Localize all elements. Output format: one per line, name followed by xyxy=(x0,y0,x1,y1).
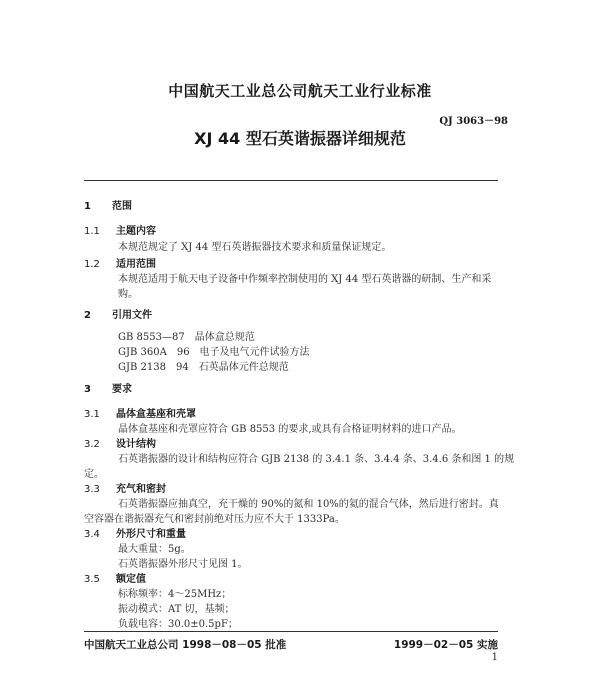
section-3-4-heading: 3.4 外形尺寸和重量 xyxy=(84,529,186,540)
section-1-1-heading: 1.1 主题内容 xyxy=(84,226,156,237)
section-1-heading: 1 范围 xyxy=(84,201,132,212)
section-3-3-text: 石英谐振器应抽真空，充干燥的 90%的氮和 10%的氦的混合气体，然后进行密封。真 xyxy=(118,499,499,510)
section-1-2-text: 本规范适用于航天电子设备中作频率控制使用的 XJ 44 型石英谐器的研制、生产和采 xyxy=(118,274,492,285)
reference-item: GB 8553—87 晶体盒总规范 xyxy=(118,332,255,343)
standard-code: QJ 3063－98 xyxy=(439,116,508,127)
section-3-2-heading: 3.2 设计结构 xyxy=(84,439,156,450)
standard-organization: 中国航天工业总公司航天工业行业标准 xyxy=(168,82,432,100)
section-1-1-text: 本规范规定了 XJ 44 型石英谐振器技术要求和质量保证规定。 xyxy=(118,242,392,253)
section-3-2-text: 石英谐振器的设计和结构应符合 GJB 2138 的 3.4.1 条、3.4.4 条、3.4.6 条和图 1 的规 xyxy=(118,454,515,465)
page-number: 1 xyxy=(491,652,498,663)
rating-load-capacitance: 负载电容：30.0±0.5pF； xyxy=(118,619,238,630)
section-3-4-text-cont: 石英谐振器外形尺寸见图 1。 xyxy=(118,559,248,570)
header-divider xyxy=(84,180,498,181)
section-3-4-text: 最大重量：5g。 xyxy=(118,544,191,555)
rating-nominal-frequency: 标称频率：4～25MHz； xyxy=(118,589,232,600)
section-3-heading: 3 要求 xyxy=(84,384,132,395)
implementation-date: 1999－02－05 实施 xyxy=(393,639,498,651)
section-3-3-text-cont: 空容器在谐振器充气和密封前绝对压力应不大于 1333Pa。 xyxy=(84,514,345,525)
rating-vibration-mode: 振动模式：AT 切，基频； xyxy=(118,604,235,615)
section-3-1-text: 晶体盒基座和壳罩应符合 GB 8553 的要求,或具有合格证明材料的进口产品。 xyxy=(118,424,462,435)
approval-info: 中国航天工业总公司 1998－08－05 批准 xyxy=(84,639,287,651)
footer-divider xyxy=(84,631,498,632)
section-1-2-text-cont: 购。 xyxy=(118,289,138,300)
section-1-2-heading: 1.2 适用范围 xyxy=(84,259,156,270)
reference-item: GJB 2138 94 石英晶体元件总规范 xyxy=(118,362,289,373)
document-title: XJ 44 型石英谐振器详细规范 xyxy=(194,129,406,148)
section-3-2-text-cont: 定。 xyxy=(84,469,104,480)
section-3-5-heading: 3.5 额定值 xyxy=(84,574,146,585)
section-3-1-heading: 3.1 晶体盒基座和壳罩 xyxy=(84,409,196,420)
section-2-heading: 2 引用文件 xyxy=(84,310,152,321)
reference-item: GJB 360A 96 电子及电气元件试验方法 xyxy=(118,347,310,358)
section-3-3-heading: 3.3 充气和密封 xyxy=(84,484,166,495)
